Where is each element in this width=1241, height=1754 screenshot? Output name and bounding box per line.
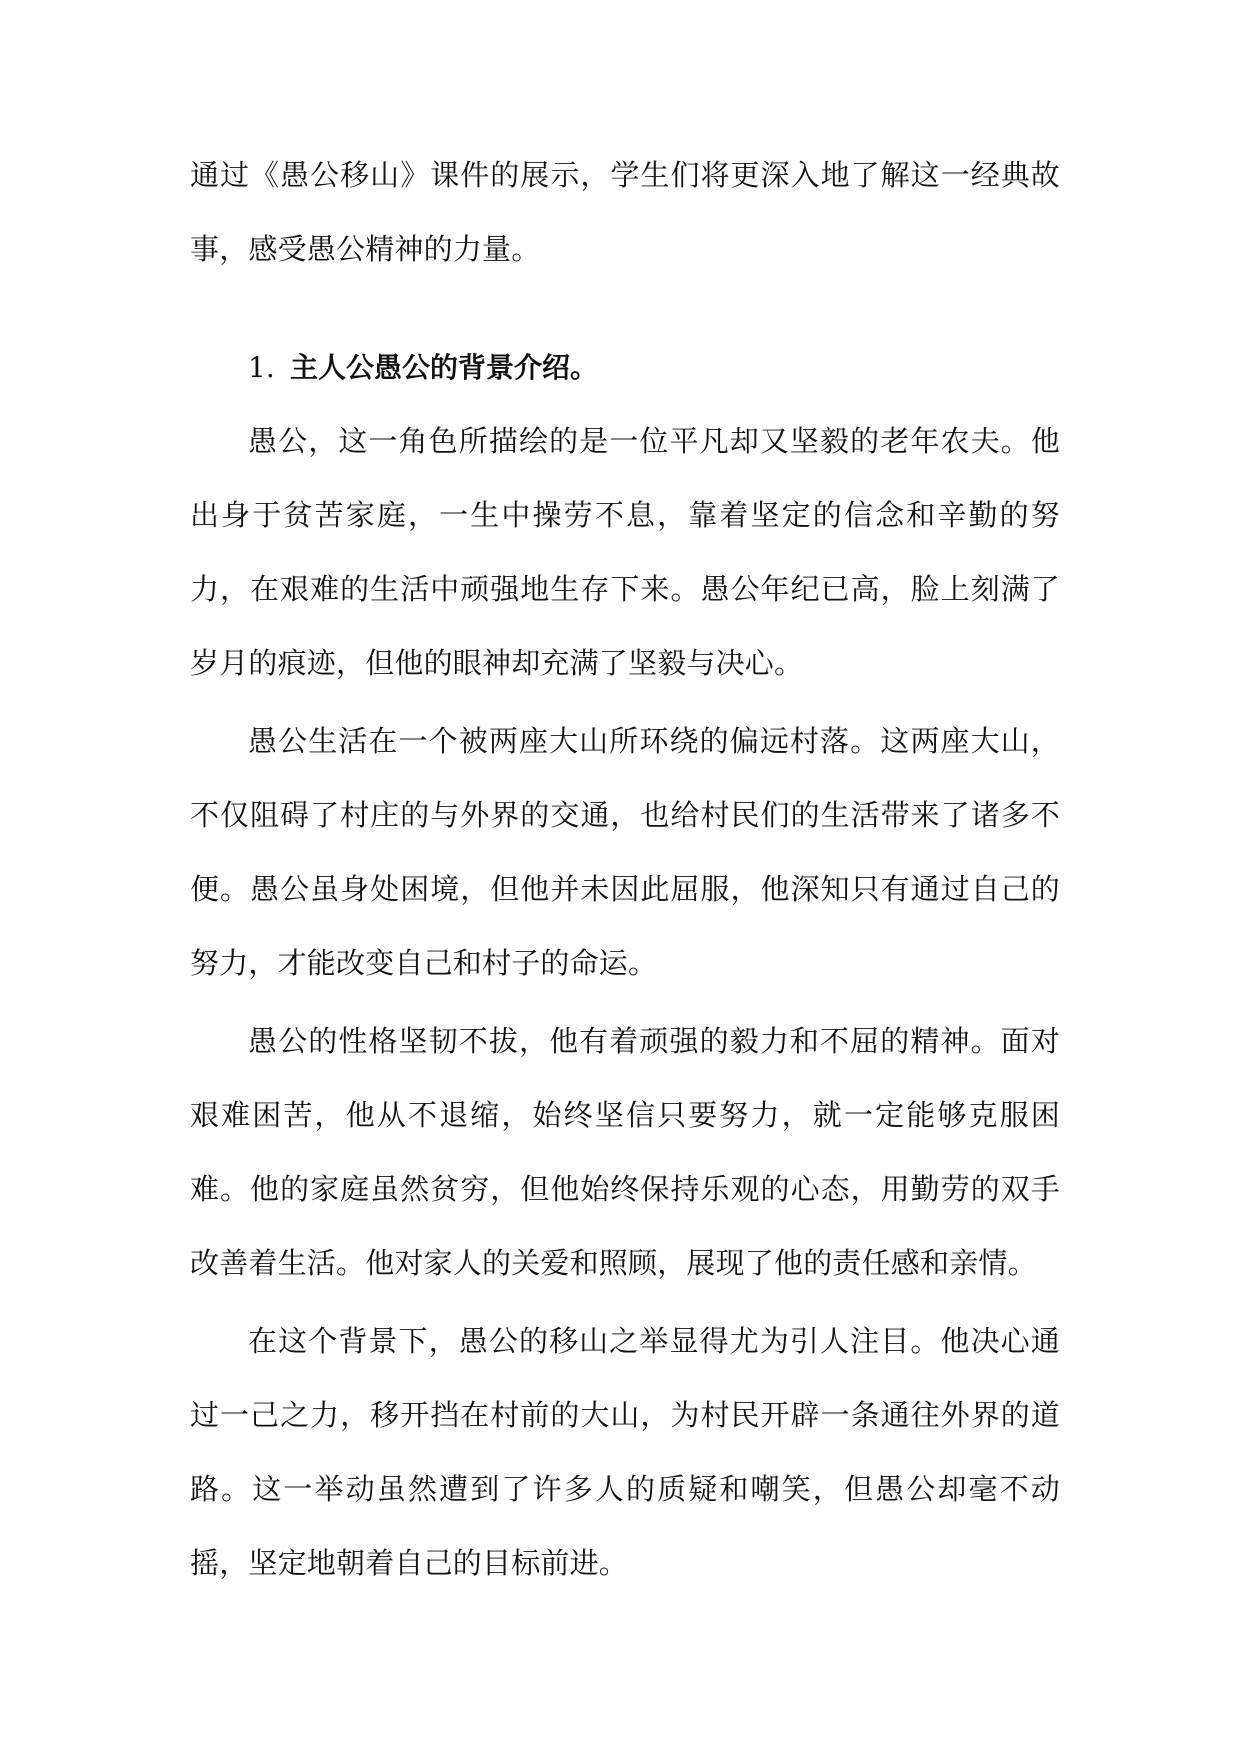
body-paragraph-3: 愚公的性格坚韧不拔，他有着顽强的毅力和不屈的精神。面对艰难困苦，他从不退缩，始终坚信只要努力，就一定能够克服困难。他的家庭虽然贫穷，但他始终保持乐观的心态，用勤劳的双手改善着生活。他对家人的关爱和照顾，展现了他的责任感和亲情。 bbox=[190, 1024, 1060, 1280]
intro-paragraph: 通过《愚公移山》课件的展示，学生们将更深入地了解这一经典故事，感受愚公精神的力量。 bbox=[190, 158, 1060, 266]
section-number: 1. bbox=[248, 351, 275, 384]
section-heading bbox=[190, 338, 1060, 398]
section-title: 主人公愚公的背景介绍。 bbox=[290, 351, 599, 384]
body-paragraph-4: 在这个背景下，愚公的移山之举显得尤为引人注目。他决心通过一己之力，移开挡在村前的大山，为村民开辟一条通往外界的道路。这一举动虽然遭到了许多人的质疑和嘲笑，但愚公却毫不动摇，坚定地朝着自己的目标前进。 bbox=[190, 1324, 1060, 1580]
document-body bbox=[190, 138, 1060, 1600]
body-paragraph-2: 愚公生活在一个被两座大山所环绕的偏远村落。这两座大山，不仅阻碍了村庄的与外界的交通，也给村民们的生活带来了诸多不便。愚公虽身处困境，但他并未因此屈服，他深知只有通过自己的努力，才能改变自己和村子的命运。 bbox=[190, 724, 1060, 980]
body-paragraph-1: 愚公，这一角色所描绘的是一位平凡却又坚毅的老年农夫。他出身于贫苦家庭，一生中操劳不息，靠着坚定的信念和辛勤的努力，在艰难的生活中顽强地生存下来。愚公年纪已高，脸上刻满了岁月的痕迹，但他的眼神却充满了坚毅与决心。 bbox=[190, 424, 1060, 680]
